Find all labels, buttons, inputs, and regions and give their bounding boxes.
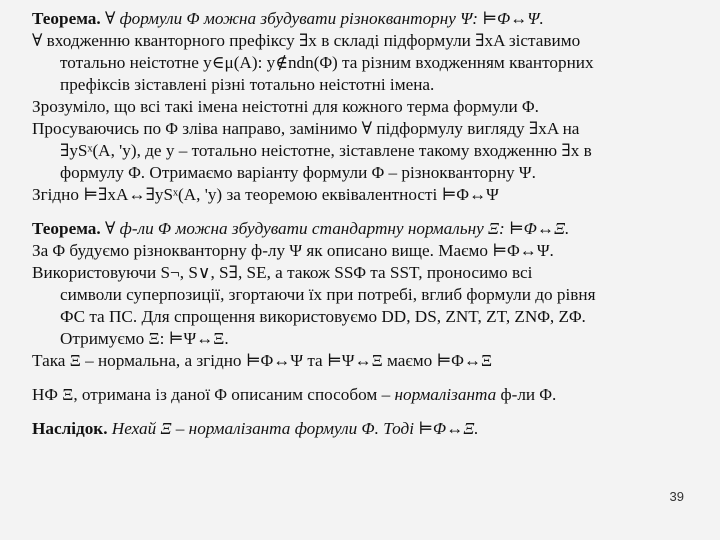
- proof-1-line-7: формулу Φ. Отримаємо варіанту формули Φ – різнокванторну Ψ.: [60, 163, 536, 182]
- proof-1-line-1: ∀ входженню кванторного префіксу ∃x в складі підформули ∃xA зіставимо: [32, 31, 581, 50]
- proof-2-line-4: ФС та ПС. Для спрощення використовуємо DD, DS, ZNT, ZT, ZNΦ, ZΦ.: [60, 307, 586, 326]
- proof-1-line-4: Зрозуміло, що всі такі імена неістотні для кожного терма формули Φ.: [32, 97, 539, 116]
- corollary-line: [32, 418, 698, 440]
- spacer: [32, 206, 698, 218]
- proof-2-line-6: Така Ξ – нормальна, а згідно ⊨Φ↔Ψ та ⊨Ψ↔Ξ маємо ⊨Φ↔Ξ: [32, 351, 493, 370]
- spacer: [32, 372, 698, 384]
- spacer: [32, 406, 698, 418]
- proof-1-line-5: Просуваючись по Φ зліва направо, замінимо ∀ підформулу вигляду ∃xA на: [32, 119, 580, 138]
- proof-2-line-5: Отримуємо Ξ: ⊨Ψ↔Ξ.: [60, 329, 229, 348]
- page-number: 39: [669, 489, 684, 504]
- theorem-1-title-line: [32, 8, 698, 30]
- corollary-label: Наслідок.: [32, 419, 108, 438]
- proof-1-line-6: ∃ySˣ(A, 'y), де y – тотально неістотне, зіставлене такому входженню ∃x в: [60, 141, 592, 160]
- proof-1-line-8: Згідно ⊨∃xA↔∃ySˣ(A, 'y) за теоремою еквівалентності ⊨Φ↔Ψ: [32, 185, 499, 204]
- theorem-2-statement: ∀ ф-ли Φ можна збудувати стандартну нормальну Ξ: ⊨Φ↔Ξ.: [100, 219, 570, 238]
- proof-1-line-2: тотально неістотне y∈μ(A): y∉ndn(Φ) та різним входженням кванторних: [60, 53, 594, 72]
- definition-tail: ф-ли Φ.: [496, 385, 557, 404]
- definition-line: [32, 384, 698, 406]
- corollary-statement: Нехай Ξ – нормалізанта формули Φ. Тоді ⊨Φ↔Ξ.: [107, 419, 479, 438]
- theorem-2-label: Теорема.: [32, 219, 101, 238]
- theorem-2-title-line: [32, 218, 698, 240]
- definition-text: НФ Ξ, отримана із даної Φ описаним способом –: [32, 385, 395, 404]
- proof-1-line-3: префіксів зіставлені різні тотально неістотні імена.: [60, 75, 435, 94]
- proof-2-line-1: За Φ будуємо різнокванторну ф-лу Ψ як описано вище. Маємо ⊨Φ↔Ψ.: [32, 241, 554, 260]
- proof-2-line-3: символи суперпозиції, згортаючи їх при потребі, вглиб формули до рівня: [60, 285, 596, 304]
- theorem-1-statement: ∀ формули Φ можна збудувати різнокванторну Ψ: ⊨Φ↔Ψ.: [100, 9, 544, 28]
- proof-2-line-2: Використовуючи S¬, S∨, S∃, SE, а також SSΦ та SST, проносимо всі: [32, 263, 533, 282]
- theorem-1-label: Теорема.: [32, 9, 101, 28]
- definition-term: нормалізанта: [394, 385, 497, 404]
